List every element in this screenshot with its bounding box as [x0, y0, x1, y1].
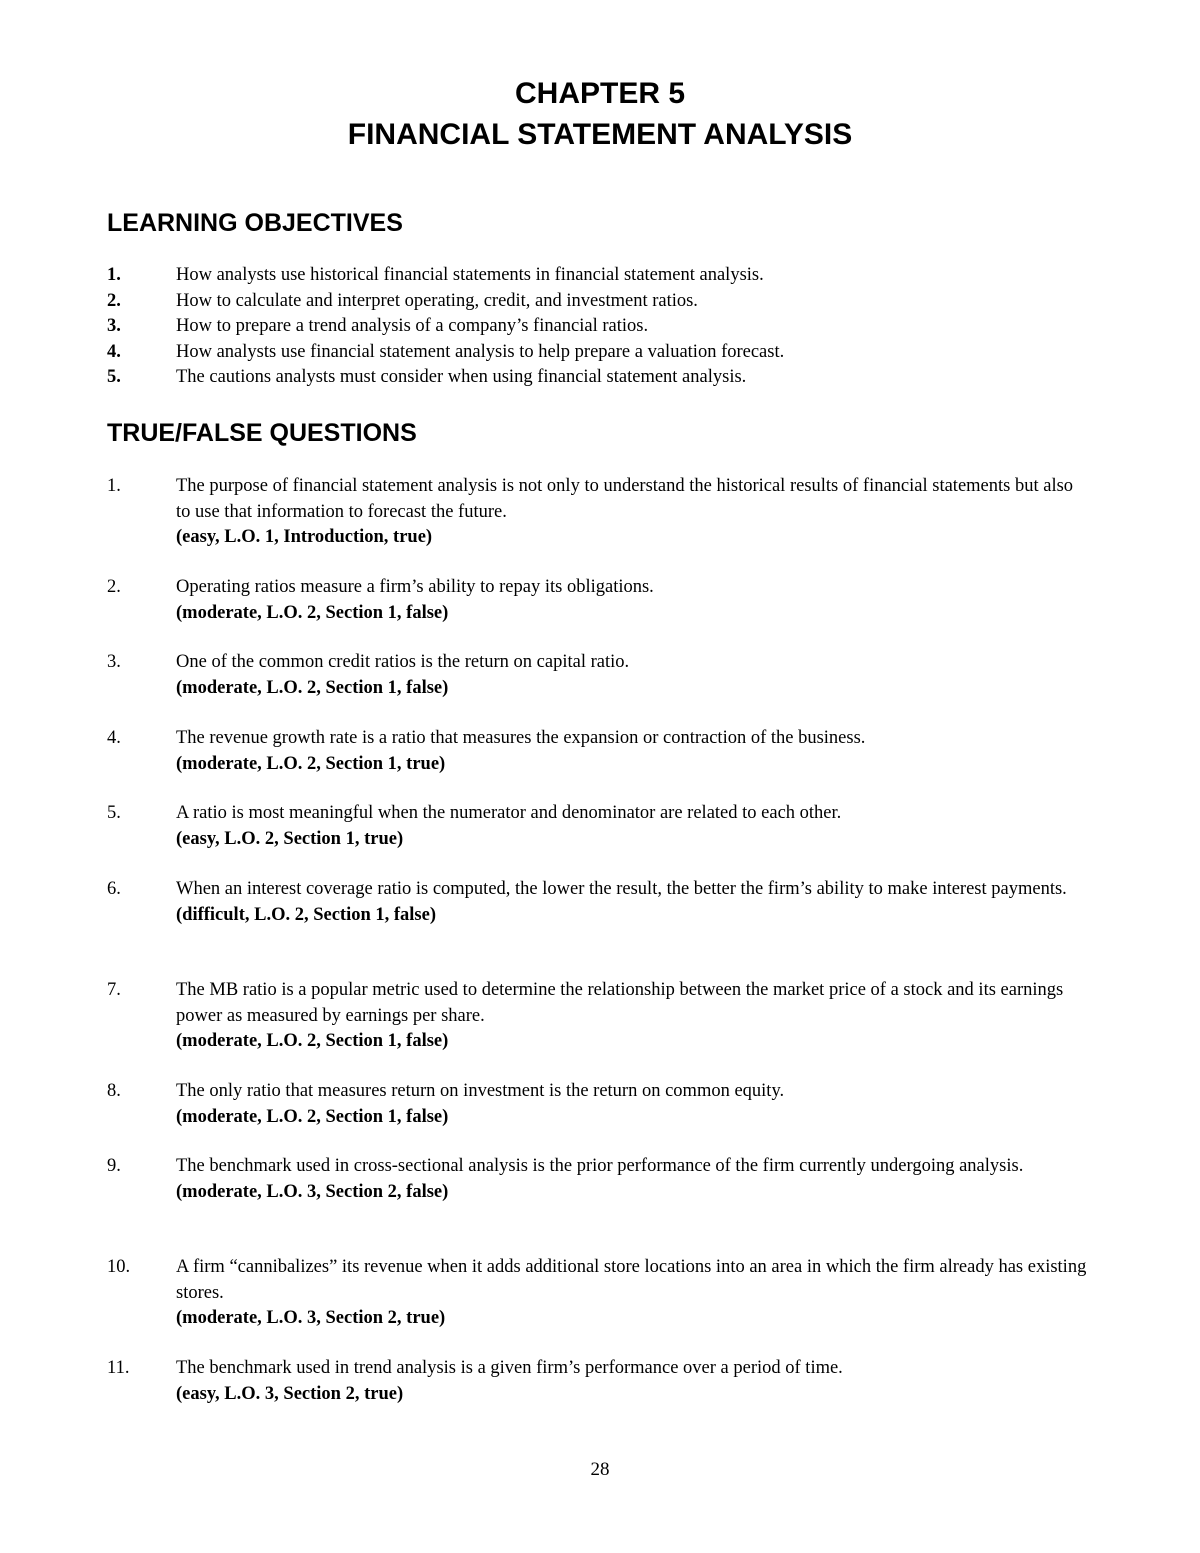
question-text: The revenue growth rate is a ratio that measures the expansion or contraction of the business. [176, 728, 866, 748]
question-meta: (moderate, L.O. 2, Section 1, false) [176, 677, 449, 698]
question-meta: (moderate, L.O. 2, Section 1, false) [176, 602, 449, 623]
objective-text: How to calculate and interpret operating, credit, and investment ratios. [176, 291, 698, 311]
question-item [107, 877, 1087, 928]
question-meta: (moderate, L.O. 2, Section 1, false) [176, 1106, 449, 1127]
question-number: 3. [107, 652, 121, 672]
question-number: 9. [107, 1156, 121, 1176]
true-false-heading: TRUE/FALSE QUESTIONS [107, 419, 417, 447]
objective-number: 5. [107, 367, 121, 387]
question-number: 11. [107, 1358, 130, 1378]
objective-number: 3. [107, 316, 121, 336]
question-item [107, 474, 1087, 551]
question-number: 2. [107, 577, 121, 597]
question-number: 8. [107, 1081, 121, 1101]
question-text: A ratio is most meaningful when the numerator and denominator are related to each other. [176, 803, 842, 823]
objective-number: 1. [107, 265, 121, 285]
question-meta: (difficult, L.O. 2, Section 1, false) [176, 904, 437, 925]
objective-text: The cautions analysts must consider when using financial statement analysis. [176, 367, 747, 387]
question-item [107, 1356, 1087, 1407]
objective-item [107, 365, 1087, 391]
question-text: A firm “cannibalizes” its revenue when it adds additional store locations into an area in which the firm already has existing stores. [176, 1257, 1087, 1303]
objective-item [107, 289, 1087, 315]
question-meta: (easy, L.O. 2, Section 1, true) [176, 828, 404, 849]
objective-item [107, 314, 1087, 340]
objective-item [107, 263, 1087, 289]
objective-item [107, 340, 1087, 366]
question-text: Operating ratios measure a firm’s ability to repay its obligations. [176, 577, 654, 597]
question-item [107, 575, 1087, 626]
question-meta: (moderate, L.O. 3, Section 2, false) [176, 1181, 449, 1202]
question-number: 4. [107, 728, 121, 748]
question-item [107, 1079, 1087, 1130]
question-meta: (easy, L.O. 1, Introduction, true) [176, 527, 433, 547]
question-text: The only ratio that measures return on investment is the return on common equity. [176, 1081, 785, 1101]
question-text: The benchmark used in trend analysis is a given firm’s performance over a period of time. [176, 1358, 843, 1378]
objective-text: How analysts use financial statement analysis to help prepare a valuation forecast. [176, 342, 785, 362]
question-number: 1. [107, 476, 121, 496]
question-meta: (easy, L.O. 3, Section 2, true) [176, 1383, 404, 1404]
learning-objectives-heading: LEARNING OBJECTIVES [107, 209, 403, 237]
question-item [107, 726, 1087, 777]
objective-text: How to prepare a trend analysis of a company’s financial ratios. [176, 316, 649, 336]
question-item [107, 650, 1087, 701]
question-text: The MB ratio is a popular metric used to determine the relationship between the market price of a stock and its earnings power as measured by earnings per share. [176, 980, 1064, 1026]
question-text: One of the common credit ratios is the return on capital ratio. [176, 652, 630, 672]
question-text: The benchmark used in cross-sectional analysis is the prior performance of the firm currently undergoing analysis. [176, 1156, 1024, 1176]
chapter-title: FINANCIAL STATEMENT ANALYSIS [347, 118, 853, 151]
question-meta: (moderate, L.O. 3, Section 2, true) [176, 1308, 446, 1328]
question-number: 10. [107, 1257, 131, 1277]
question-number: 6. [107, 879, 121, 899]
question-item [107, 1154, 1087, 1205]
question-item [107, 801, 1087, 852]
question-meta: (moderate, L.O. 2, Section 1, true) [176, 753, 446, 774]
objective-number: 4. [107, 342, 121, 362]
question-number: 5. [107, 803, 121, 823]
question-number: 7. [107, 980, 121, 1000]
question-meta: (moderate, L.O. 2, Section 1, false) [176, 1031, 449, 1051]
chapter-number: CHAPTER 5 [514, 77, 686, 110]
page-number: 28 [590, 1459, 610, 1480]
objective-text: How analysts use historical financial statements in financial statement analysis. [176, 265, 764, 285]
question-text: When an interest coverage ratio is computed, the lower the result, the better the firm’s ability to make interest payments. [176, 879, 1067, 899]
question-item [107, 978, 1087, 1055]
question-text: The purpose of financial statement analysis is not only to understand the historical results of financial statements but also to use that information to forecast the future. [176, 476, 1074, 522]
objective-number: 2. [107, 291, 121, 311]
question-item [107, 1255, 1087, 1332]
